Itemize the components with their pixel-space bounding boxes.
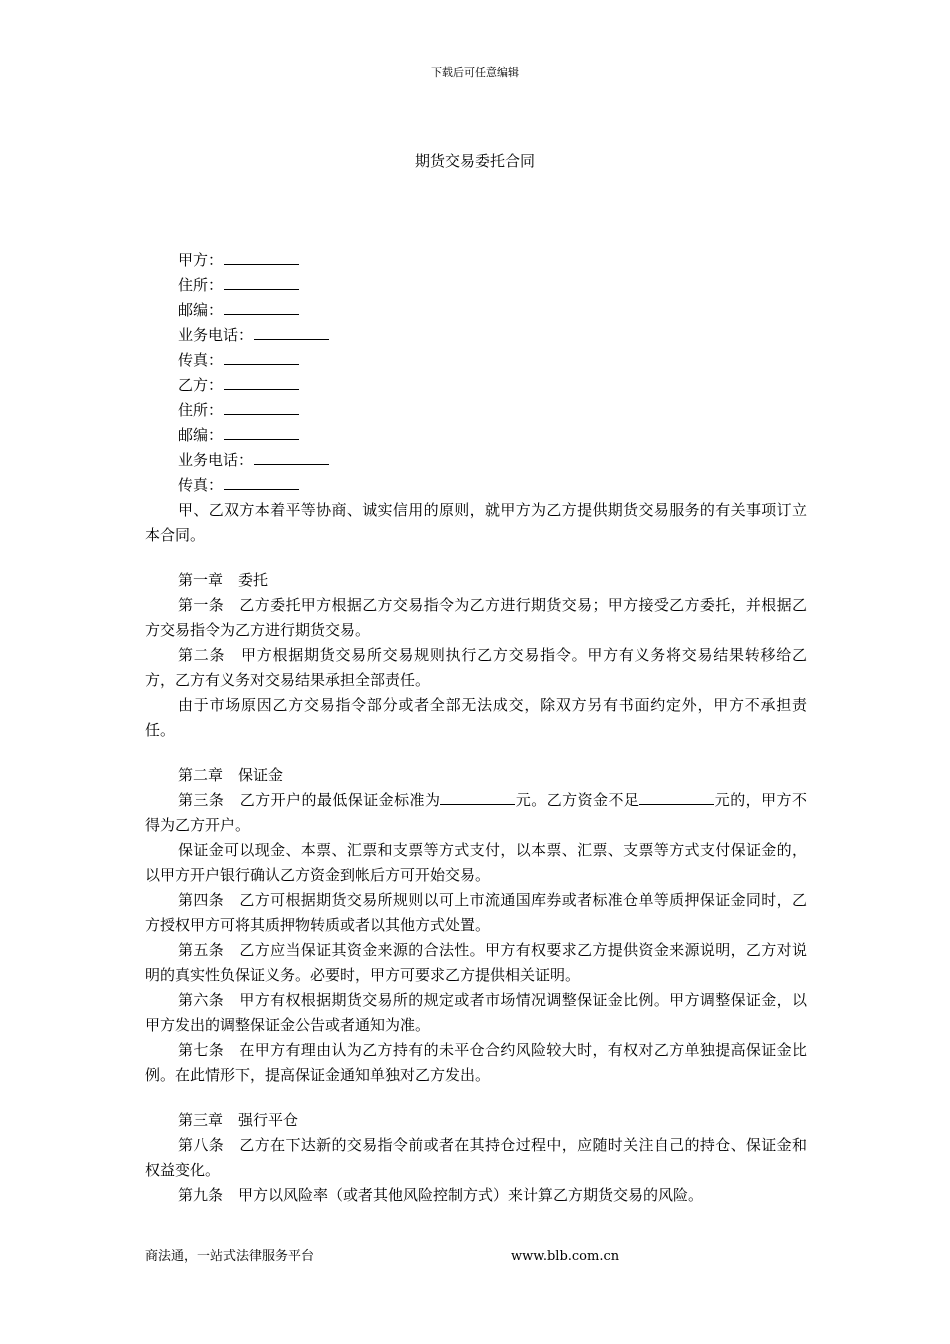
field-label: 邮编： — [178, 301, 224, 319]
article-paragraph — [145, 888, 807, 938]
party-field-row — [145, 298, 807, 323]
chapter-heading: 第二章 保证金 — [178, 766, 284, 784]
article-number: 第六条 — [178, 991, 240, 1009]
article-number: 第八条 — [178, 1136, 240, 1154]
article-text: 乙方应当保证其资金来源的合法性。甲方有权要求乙方提供资金来源说明，乙方对说明的真实性负保证义务。必要时，甲方可要求乙方提供相关证明。 — [145, 941, 807, 984]
party-field-row — [145, 373, 807, 398]
article-paragraph — [145, 788, 807, 838]
party-field-row — [145, 423, 807, 448]
article-number: 第一条 — [178, 596, 240, 614]
party-field-row — [145, 248, 807, 273]
footer-website: www.blb.com.cn — [511, 1249, 620, 1264]
field-label: 甲方： — [178, 251, 224, 269]
chapter-heading: 第三章 强行平仓 — [178, 1111, 299, 1129]
party-field-row — [145, 448, 807, 473]
fill-in-blank[interactable] — [639, 789, 714, 805]
field-label: 住所： — [178, 401, 224, 419]
article-paragraph — [145, 593, 807, 643]
field-label: 业务电话： — [178, 326, 254, 344]
article-paragraph — [145, 1038, 807, 1088]
fill-in-blank[interactable] — [224, 424, 299, 440]
party-field-row — [145, 348, 807, 373]
article-text: 乙方在下达新的交易指令前或者在其持仓过程中，应随时关注自己的持仓、保证金和权益变化。 — [145, 1136, 807, 1179]
article-text: 甲方根据期货交易所交易规则执行乙方交易指令。甲方有义务将交易结果转移给乙方，乙方有义务对交易结果承担全部责任。 — [145, 646, 807, 689]
article-paragraph — [145, 938, 807, 988]
article-text: 元。乙方资金不足 — [515, 791, 640, 809]
field-label: 传真： — [178, 351, 224, 369]
article-text: 乙方可根据期货交易所规则以可上市流通国库券或者标准仓单等质押保证金同时，乙方授权甲方可将其质押物转质或者以其他方式处置。 — [145, 891, 807, 934]
article-text: 甲方有权根据期货交易所的规定或者市场情况调整保证金比例。甲方调整保证金，以甲方发出的调整保证金公告或者通知为准。 — [145, 991, 807, 1034]
document-body — [145, 248, 807, 1208]
article-paragraph — [145, 643, 807, 693]
field-label: 乙方： — [178, 376, 224, 394]
field-label: 传真： — [178, 476, 224, 494]
field-label: 邮编： — [178, 426, 224, 444]
fill-in-blank[interactable] — [224, 399, 299, 415]
document-title: 期货交易委托合同 — [414, 152, 535, 170]
footer-left-text: 商法通，一站式法律服务平台 — [145, 1249, 315, 1264]
article-paragraph — [145, 1183, 807, 1208]
chapter-heading: 第一章 委托 — [178, 571, 269, 589]
article-number: 第四条 — [178, 891, 240, 909]
header-note: 下载后可任意编辑 — [431, 66, 519, 79]
fill-in-blank[interactable] — [440, 789, 515, 805]
fill-in-blank[interactable] — [224, 249, 299, 265]
fill-in-blank[interactable] — [224, 299, 299, 315]
article-paragraph: 由于市场原因乙方交易指令部分或者全部无法成交，除双方另有书面约定外，甲方不承担责任。 — [145, 696, 807, 739]
article-text: 乙方委托甲方根据乙方交易指令为乙方进行期货交易；甲方接受乙方委托，并根据乙方交易指令为乙方进行期货交易。 — [145, 596, 807, 639]
article-number: 第五条 — [178, 941, 240, 959]
article-paragraph — [145, 988, 807, 1038]
field-label: 住所： — [178, 276, 224, 294]
fill-in-blank[interactable] — [224, 274, 299, 290]
article-number: 第三条 — [178, 791, 240, 809]
article-number: 第七条 — [178, 1041, 240, 1059]
fill-in-blank[interactable] — [224, 349, 299, 365]
article-paragraph: 保证金可以现金、本票、汇票和支票等方式支付，以本票、汇票、支票等方式支付保证金的，以甲方开户银行确认乙方资金到帐后方可开始交易。 — [145, 841, 807, 884]
fill-in-blank[interactable] — [254, 324, 329, 340]
party-field-row — [145, 323, 807, 348]
article-text: 元的，甲方不得为乙方开户。 — [145, 791, 807, 834]
article-number: 第九条 — [178, 1186, 239, 1204]
party-field-row — [145, 398, 807, 423]
fill-in-blank[interactable] — [254, 449, 329, 465]
party-field-row — [145, 273, 807, 298]
article-text: 甲方以风险率（或者其他风险控制方式）来计算乙方期货交易的风险。 — [238, 1186, 704, 1204]
party-field-row — [145, 473, 807, 498]
article-text: 乙方开户的最低保证金标准为 — [239, 791, 441, 809]
article-number: 第二条 — [178, 646, 241, 664]
article-paragraph — [145, 1133, 807, 1183]
party-fields — [145, 248, 807, 498]
field-label: 业务电话： — [178, 451, 254, 469]
fill-in-blank[interactable] — [224, 474, 299, 490]
preamble-paragraph: 甲、乙双方本着平等协商、诚实信用的原则，就甲方为乙方提供期货交易服务的有关事项订立本合同。 — [145, 501, 807, 544]
fill-in-blank[interactable] — [224, 374, 299, 390]
article-text: 在甲方有理由认为乙方持有的未平仓合约风险较大时，有权对乙方单独提高保证金比例。在此情形下，提高保证金通知单独对乙方发出。 — [145, 1041, 807, 1084]
